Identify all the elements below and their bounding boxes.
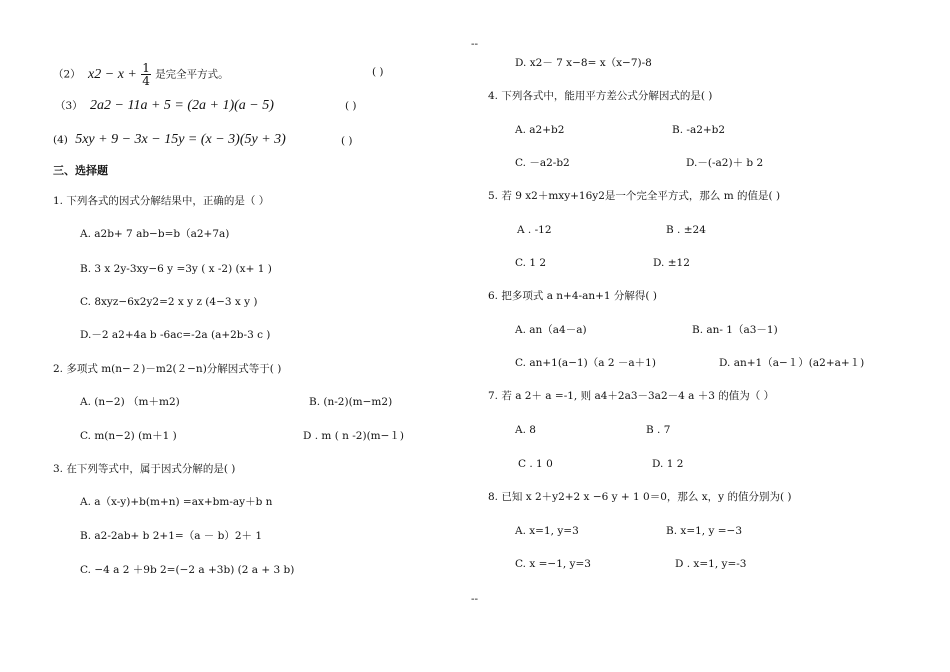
question-3-option-c: C. −4 a 2 ＋9b 2=(−2 a +3b) (2 a + 3 b) [80,564,295,576]
question-3-option-b: B. a2-2ab+ b 2+1=（a － b）2＋ 1 [80,530,263,542]
question-1-option-c: C. 8xyz−6x2y2=2 x y z (4−3 x y ) [80,296,258,308]
question-2-option-b: B. (n-2)(m−m2) [309,396,393,408]
fraction-numerator: 1 [142,61,150,75]
fraction [141,62,151,87]
answer-paren: ( ) [372,66,384,78]
question-6-option-c: C. an+1(a−1)（a 2 －a＋1) [515,357,656,369]
answer-paren: ( ) [345,100,357,112]
question-4-option-d: D.－(-a2)＋ b 2 [686,157,764,169]
question-2-option-d: D . m ( n -2)(m−１) [303,430,405,442]
question-3-stem: 3. 在下列等式中，属于因式分解的是( ) [53,463,236,475]
judge-item-number: (4) [53,134,68,146]
question-7-option-c: C . 1 0 [518,458,553,470]
question-2-option-c: C. m(n−2) (m＋1 ) [80,430,177,442]
question-4-option-b: B. -a2+b2 [672,124,726,136]
judge-item-number: （2） [53,68,81,81]
section-title: 三、选择题 [53,164,108,177]
question-4-option-c: C. －a2-b2 [515,157,570,169]
question-7-option-b: B . 7 [646,424,671,436]
question-5-stem: 5. 若 9 x2＋mxy+16y2是一个完全平方式，那么 m 的值是( ) [488,190,781,202]
judge-item-4 [53,133,286,147]
question-5-option-a: A . -12 [517,224,552,236]
question-5-option-b: B . ±24 [666,224,706,236]
question-1-option-b: B. 3 x 2y-3xy−6 y =3y ( x -2) (x+ 1 ) [80,263,272,275]
judge-item-number: （3） [55,100,83,112]
page-mark-bottom: -- [471,593,479,605]
question-1-option-d: D.－2 a2+4a b -6ac=-2a (a+2b-3 c ) [80,329,271,341]
judge-item-expression: 2a2 − 11a + 5 = (2a + 1)(a − 5) [90,98,274,113]
question-7-option-d: D. 1 2 [652,458,684,470]
question-6-option-b: B. an- 1（a3－1) [692,324,778,336]
question-7-stem: 7. 若 a 2＋ a =-1, 则 a4＋2a3－3a2－4 a ＋3 的值为（ ） [488,390,775,402]
question-8-stem: 8. 已知 x 2＋y2+2 x −6 y + 1 0＝0，那么 x，y 的值分别为( ) [488,491,792,503]
question-5-option-d: D. ±12 [653,257,690,269]
judge-item-expression: 5xy + 9 − 3x − 15y = (x − 3)(5y + 3) [75,132,286,147]
question-3-option-d: D. x2－ 7 x−8= x（x−7)-8 [515,57,652,69]
question-2-stem: 2. 多项式 m(n−２)－m2(２−n)分解因式等于( ) [53,363,282,375]
question-8-option-d: D . x=1, y=-3 [675,558,747,570]
question-8-option-c: C. x =−1, y=3 [515,558,591,570]
judge-item-text: 是完全平方式。 [155,68,229,81]
question-5-option-c: C. 1 2 [515,257,547,269]
question-7-option-a: A. 8 [515,424,536,436]
question-6-option-d: D. an+1（a−１）(a2+a+１) [719,357,865,369]
question-6-option-a: A. an（a4－a) [515,324,587,336]
question-6-stem: 6. 把多项式 a n+4-an+1 分解得( ) [488,290,657,302]
question-3-option-a: A. a（x-y)+b(m+n) =ax+bm-ay＋b n [80,496,273,508]
fraction-denominator: 4 [142,74,150,88]
question-8-option-a: A. x=1, y=3 [515,525,579,537]
question-1-option-a: A. a2b+ 7 ab−b=b（a2+7a) [80,228,230,240]
question-1-stem: 1. 下列各式的因式分解结果中，正确的是（ ） [53,195,270,207]
judge-item-3 [55,99,274,113]
question-2-option-a: A. (n−2) （m＋m2) [80,396,180,408]
question-4-stem: 4. 下列各式中，能用平方差公式分解因式的是( ) [488,90,713,102]
page-mark-top: -- [471,38,479,50]
judge-item-2 [53,62,229,87]
judge-item-expression: x2 − x + [88,66,137,82]
answer-paren: ( ) [341,135,353,147]
question-8-option-b: B. x=1, y =−3 [666,525,743,537]
question-4-option-a: A. a2+b2 [515,124,565,136]
